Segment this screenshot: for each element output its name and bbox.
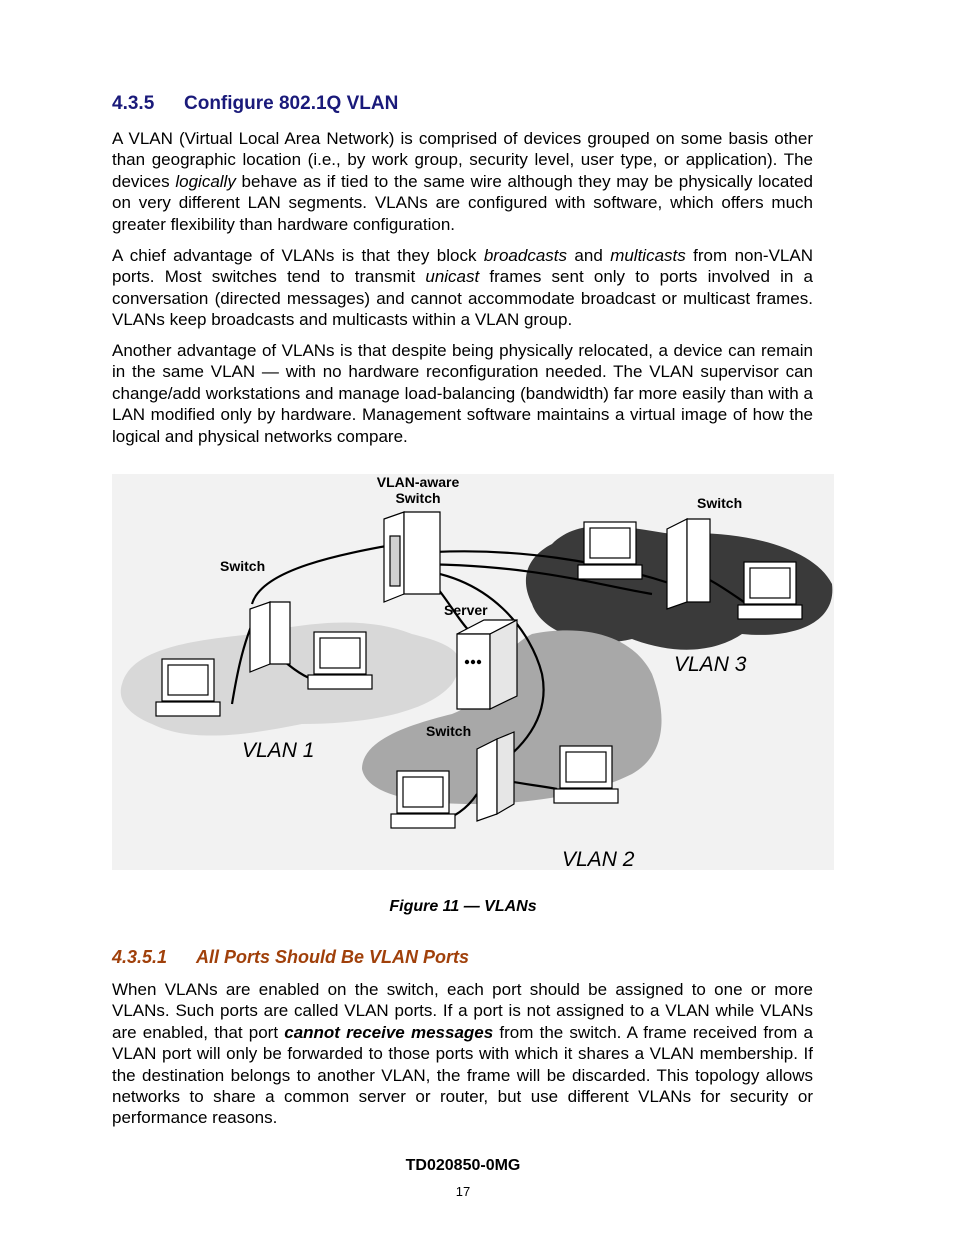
text-run: behave as if tied to the same wire although they may be physically located on very different LAN segments. VLANs are configured with software, which offers much greater flexibility than hardware configuration. [112, 171, 813, 234]
workstation-vlan3-left [578, 522, 642, 579]
figure-caption: Figure 11 — VLANs [389, 898, 537, 915]
subsection-title: All Ports Should Be VLAN Ports [196, 947, 470, 967]
text-run: broadcasts [483, 246, 568, 265]
vlan-aware-switch [384, 512, 440, 602]
paragraph-3 [112, 340, 813, 447]
label-switch-bottom: Switch [426, 723, 472, 739]
page-number: 17 [455, 1184, 471, 1199]
text-run: and [567, 246, 611, 265]
section-title: Configure 802.1Q VLAN [184, 93, 399, 114]
text-run: from non-VLAN ports. Most switches tend to transmit [112, 246, 813, 287]
label-switch-right: Switch [697, 495, 743, 511]
text-run: cannot receive messages [284, 1022, 494, 1042]
workstation-vlan1-left [156, 659, 220, 716]
label-vlan-3: VLAN 3 [674, 653, 747, 676]
text-run: When VLANs are enabled on the switch, each port should be assigned to one or more VLANs. Such ports are called VLAN ports. If a port is not assigned to a VLAN while VLANs are enabled, that port [112, 980, 813, 1042]
label-vlan-aware: VLAN-aware [376, 474, 460, 490]
server-icon [457, 620, 517, 709]
section-heading [112, 93, 398, 115]
paragraph-1 [112, 128, 813, 235]
text-run: from the switch. A frame received from a VLAN port will only be forwarded to those ports with which it shares a VLAN membership. If the destination belongs to another VLAN, the frame will be discarded. This topology allows networks to share a common server or router, but use different VLANs for security or performance reasons. [112, 1022, 813, 1128]
workstation-vlan2-left [391, 771, 455, 828]
switch-left [250, 602, 290, 672]
text-run: A chief advantage of VLANs is that they block [112, 246, 484, 265]
label-server: Server [444, 602, 488, 618]
text-run: multicasts [610, 246, 686, 265]
label-vlan-aware-switch: Switch [395, 490, 441, 506]
text-run: logically [175, 171, 236, 191]
subsection-heading [112, 947, 469, 968]
subsection-number: 4.3.5.1 [112, 947, 168, 967]
text-run: A VLAN (Virtual Local Area Network) is comprised of devices grouped on some basis other than geographic location (i.e., by work group, security level, user type, or application). The devices [112, 129, 813, 191]
text-run: unicast [425, 267, 480, 287]
label-switch-left: Switch [220, 558, 266, 574]
vlan-network-figure [112, 474, 834, 870]
section-number: 4.3.5 [112, 93, 155, 114]
workstation-vlan2-right [554, 746, 618, 803]
switch-right [667, 519, 710, 609]
text-run: Another advantage of VLANs is that despite being physically relocated, a device can remain in the same VLAN — with no hardware reconfiguration needed. The VLAN supervisor can change/add workstations and manage load-balancing (bandwidth) far more easily than with a LAN modified only by hardware. Management software maintains a virtual image of how the logical and physical networks compare. [112, 341, 813, 446]
document-id: TD020850-0MG [405, 1157, 521, 1174]
subsection-paragraph [112, 979, 813, 1129]
workstation-vlan3-right [738, 562, 802, 619]
workstation-vlan1-right [308, 632, 372, 689]
label-vlan-1: VLAN 1 [242, 739, 315, 762]
label-vlan-2: VLAN 2 [562, 848, 635, 870]
text-run: frames sent only to ports involved in a conversation (directed messages) and cannot accommodate broadcast or multicast frames. VLANs keep broadcasts and multicasts within a VLAN group. [112, 267, 813, 330]
paragraph-2 [112, 245, 813, 331]
